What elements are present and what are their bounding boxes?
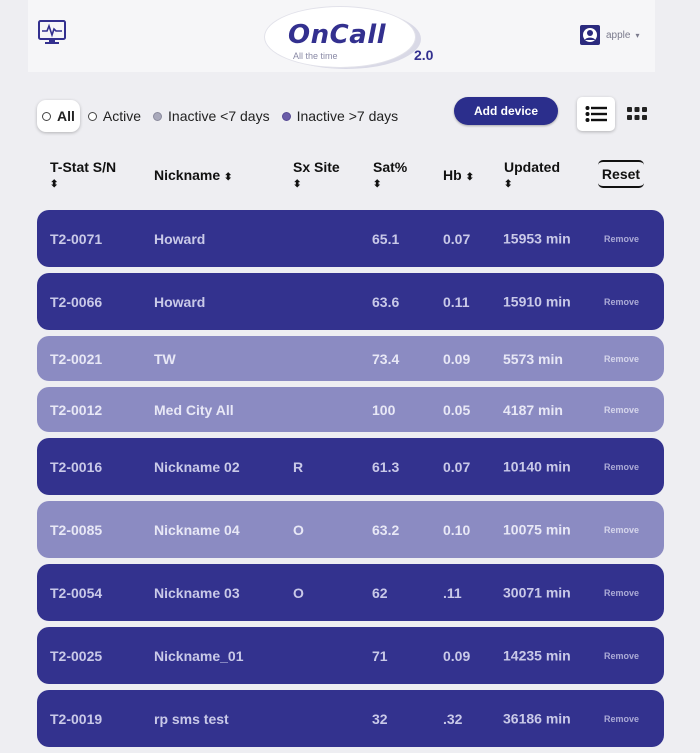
cell-sn: T2-0019 <box>50 710 103 727</box>
list-view-icon <box>585 105 607 123</box>
column-header-sn[interactable] <box>50 159 116 193</box>
monitor-icon[interactable] <box>38 20 66 46</box>
cell-sn: T2-0071 <box>50 230 103 247</box>
sort-icon: ⬍ <box>224 172 233 183</box>
cell-sat: 32 <box>372 710 388 727</box>
cell-nickname: Nickname 03 <box>154 584 240 601</box>
filter-label: All <box>57 108 75 124</box>
chevron-down-icon: ▾ <box>635 30 640 40</box>
user-name: apple <box>606 29 631 41</box>
cell-updated: 4187 min <box>503 401 563 418</box>
device-row[interactable] <box>37 627 664 684</box>
cell-sn: T2-0012 <box>50 401 103 418</box>
device-row[interactable] <box>37 501 664 558</box>
column-label: Sat% <box>373 159 408 175</box>
cell-nickname: Med City All <box>154 401 234 418</box>
cell-hb: 0.07 <box>443 458 471 475</box>
filter-label: Inactive <7 days <box>168 108 270 124</box>
reset-button[interactable]: Reset <box>598 160 644 188</box>
cell-sat: 73.4 <box>372 350 400 367</box>
logo-text: OnCall <box>288 20 387 50</box>
cell-sn: T2-0016 <box>50 458 103 475</box>
remove-button[interactable]: Remove <box>604 296 640 307</box>
column-header-nickname[interactable] <box>154 167 232 186</box>
cell-sn: T2-0054 <box>50 584 103 601</box>
cell-site: O <box>293 521 304 538</box>
column-label: Sx Site <box>293 159 340 175</box>
cell-updated: 10075 min <box>503 521 571 537</box>
remove-button[interactable]: Remove <box>604 353 640 364</box>
user-menu[interactable] <box>580 24 639 46</box>
sort-icon: ⬍ <box>504 179 513 190</box>
cell-nickname: Howard <box>154 230 206 247</box>
device-row[interactable] <box>37 690 664 747</box>
remove-button[interactable]: Remove <box>604 713 640 724</box>
cell-nickname: TW <box>154 350 176 367</box>
radio-icon <box>88 112 97 121</box>
column-header-hb[interactable] <box>443 167 474 186</box>
radio-icon <box>153 112 162 121</box>
radio-icon <box>282 112 291 121</box>
grid-view-button[interactable] <box>623 100 651 128</box>
cell-nickname: Nickname 04 <box>154 521 240 538</box>
cell-updated: 5573 min <box>503 350 563 367</box>
cell-sat: 62 <box>372 584 388 601</box>
cell-hb: .32 <box>443 710 463 727</box>
device-row[interactable] <box>37 387 664 432</box>
device-row[interactable] <box>37 210 664 267</box>
filter-inactive-gt-7[interactable] <box>282 108 399 124</box>
cell-sat: 65.1 <box>372 230 400 247</box>
logo-version: 2.0 <box>414 47 434 63</box>
remove-button[interactable]: Remove <box>604 587 640 598</box>
list-view-button[interactable] <box>577 97 615 131</box>
cell-sat: 61.3 <box>372 458 400 475</box>
cell-nickname: rp sms test <box>154 710 229 727</box>
cell-sn: T2-0025 <box>50 647 103 664</box>
remove-button[interactable]: Remove <box>604 404 640 415</box>
cell-sat: 63.2 <box>372 521 400 538</box>
cell-hb: 0.10 <box>443 521 471 538</box>
remove-button[interactable]: Remove <box>604 524 640 535</box>
cell-hb: 0.09 <box>443 350 471 367</box>
remove-button[interactable]: Remove <box>604 650 640 661</box>
column-label: Nickname <box>154 167 221 183</box>
radio-icon <box>42 112 51 121</box>
cell-sn: T2-0066 <box>50 293 103 310</box>
cell-updated: 15953 min <box>503 230 571 246</box>
cell-updated: 14235 min <box>503 647 571 663</box>
oncall-logo <box>264 6 444 68</box>
column-header-site[interactable] <box>293 159 340 193</box>
user-avatar-icon <box>580 25 600 45</box>
cell-hb: 0.11 <box>443 293 470 310</box>
status-filter-group <box>37 98 410 134</box>
cell-sat: 100 <box>372 401 396 418</box>
column-label: Updated <box>504 159 560 175</box>
cell-sat: 71 <box>372 647 388 664</box>
cell-hb: 0.09 <box>443 647 471 664</box>
add-device-button[interactable]: Add device <box>454 97 558 125</box>
sort-icon: ⬍ <box>373 179 382 190</box>
cell-site: O <box>293 584 304 601</box>
filter-label: Active <box>102 108 142 124</box>
cell-hb: 0.07 <box>443 230 471 247</box>
filter-label: Inactive >7 days <box>296 108 399 124</box>
cell-sn: T2-0021 <box>50 350 103 367</box>
column-label: T-Stat S/N <box>50 159 117 175</box>
cell-updated: 36186 min <box>503 710 571 726</box>
column-header-updated[interactable] <box>504 159 560 193</box>
filter-all[interactable] <box>37 100 80 132</box>
cell-nickname: Nickname_01 <box>154 647 244 664</box>
app-header <box>28 0 655 72</box>
device-row[interactable] <box>37 273 664 330</box>
device-row[interactable] <box>37 564 664 621</box>
filter-active[interactable] <box>88 108 141 124</box>
cell-nickname: Nickname 02 <box>154 458 240 475</box>
device-row[interactable] <box>37 336 664 381</box>
filter-inactive-lt-7[interactable] <box>153 108 270 124</box>
column-label: Hb <box>443 167 462 183</box>
sort-icon: ⬍ <box>465 172 474 183</box>
cell-updated: 15910 min <box>503 293 571 309</box>
remove-button[interactable]: Remove <box>604 461 640 472</box>
cell-site: R <box>293 458 304 475</box>
logo-tagline: All the time <box>293 51 338 61</box>
cell-updated: 30071 min <box>503 584 571 600</box>
cell-nickname: Howard <box>154 293 206 310</box>
grid-view-icon <box>627 107 647 121</box>
remove-button[interactable]: Remove <box>604 233 640 244</box>
sort-icon: ⬍ <box>50 179 59 190</box>
cell-sn: T2-0085 <box>50 521 103 538</box>
cell-sat: 63.6 <box>372 293 400 310</box>
cell-updated: 10140 min <box>503 458 571 474</box>
column-header-sat[interactable] <box>373 159 407 193</box>
sort-icon: ⬍ <box>293 179 302 190</box>
cell-hb: 0.05 <box>443 401 471 418</box>
cell-hb: .11 <box>443 584 462 601</box>
device-row[interactable] <box>37 438 664 495</box>
